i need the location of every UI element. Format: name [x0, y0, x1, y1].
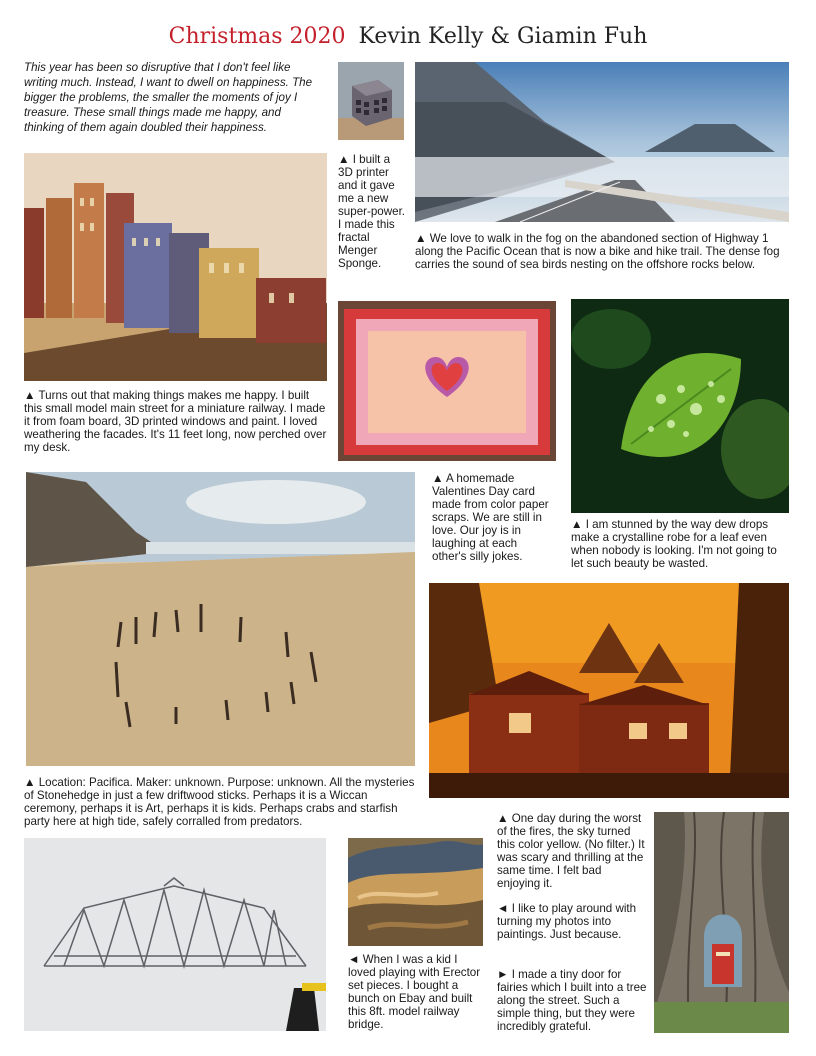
- caption-pacifica: ▲ Location: Pacifica. Maker: unknown. Purpose: unknown. All the mysteries of Stonehedge in just a few driftwood sticks. Perhaps it is a Wiccan ceremony, perhaps it is Art, perhaps it is kids. Perhaps crabs and starfish party here at high tide, safely corralled from predators.: [24, 776, 415, 828]
- caption-printer: ▲ I built a 3D printer and it gave me a new super-power. I made this fractal Menger Sponge.: [338, 153, 406, 270]
- caption-fog: ▲ We love to walk in the fog on the abandoned section of Highway 1 along the Pacific Ocean that is now a bike and hike trail. The dense fog carries the sound of sea birds nesting on the offshore rocks below.: [415, 232, 780, 271]
- caption-main-street: ▲ Turns out that making things makes me happy. I built this small model main street for a miniature railway. I made it from foam board, 3D printed windows and paint. I loved weathering the facades. It's 11 feet long, now perched over my desk.: [24, 389, 327, 454]
- title-names: Kevin Kelly & Giamin Fuh: [358, 24, 648, 49]
- valentine-card-photo: [338, 301, 556, 461]
- caption-erector: ◄ When I was a kid I loved playing with Erector set pieces. I bought a bunch on Ebay and built this 8ft. model railway bridge.: [348, 953, 481, 1031]
- caption-paintings: ◄ I like to play around with turning my photos into paintings. Just because.: [497, 902, 637, 941]
- fire-sky-house-photo: [429, 583, 789, 798]
- caption-dew: ▲ I am stunned by the way dew drops make a crystalline robe for a leaf even when nobody is looking. I'm not going to let such beauty be wasted.: [571, 518, 777, 570]
- pacifica-beach-photo: [26, 472, 415, 766]
- caption-fires: ▲ One day during the worst of the fires, the sky turned this color yellow. (No filter.) It was scary and thrilling at the same time. I felt bad enjoying it.: [497, 812, 645, 890]
- intro-text: This year has been so disruptive that I don't feel like writing much. Instead, I want to dwell on happiness. The bigger the problems, the smaller the moments of joy I treasure. These small things made me happy, and thinking of them again doubled their happiness.: [24, 61, 313, 134]
- title-year: Christmas 2020: [168, 24, 346, 49]
- caption-fairy-door: ► I made a tiny door for fairies which I built into a tree along the street. Such a simple thing, but they were incredibly grateful.: [497, 968, 647, 1033]
- fog-highway-photo: [415, 62, 789, 222]
- landscape-painting-photo: [348, 838, 483, 946]
- fairy-door-tree-photo: [654, 812, 789, 1033]
- menger-sponge-photo: [338, 62, 404, 140]
- caption-valentine: ▲ A homemade Valentines Day card made from color paper scraps. We are still in love. Our joy is in laughing at each other's silly jokes.: [432, 472, 549, 563]
- dew-leaf-photo: [571, 299, 789, 513]
- erector-bridge-photo: [24, 838, 326, 1031]
- main-street-model-photo: [24, 153, 327, 381]
- page-title: [0, 24, 816, 49]
